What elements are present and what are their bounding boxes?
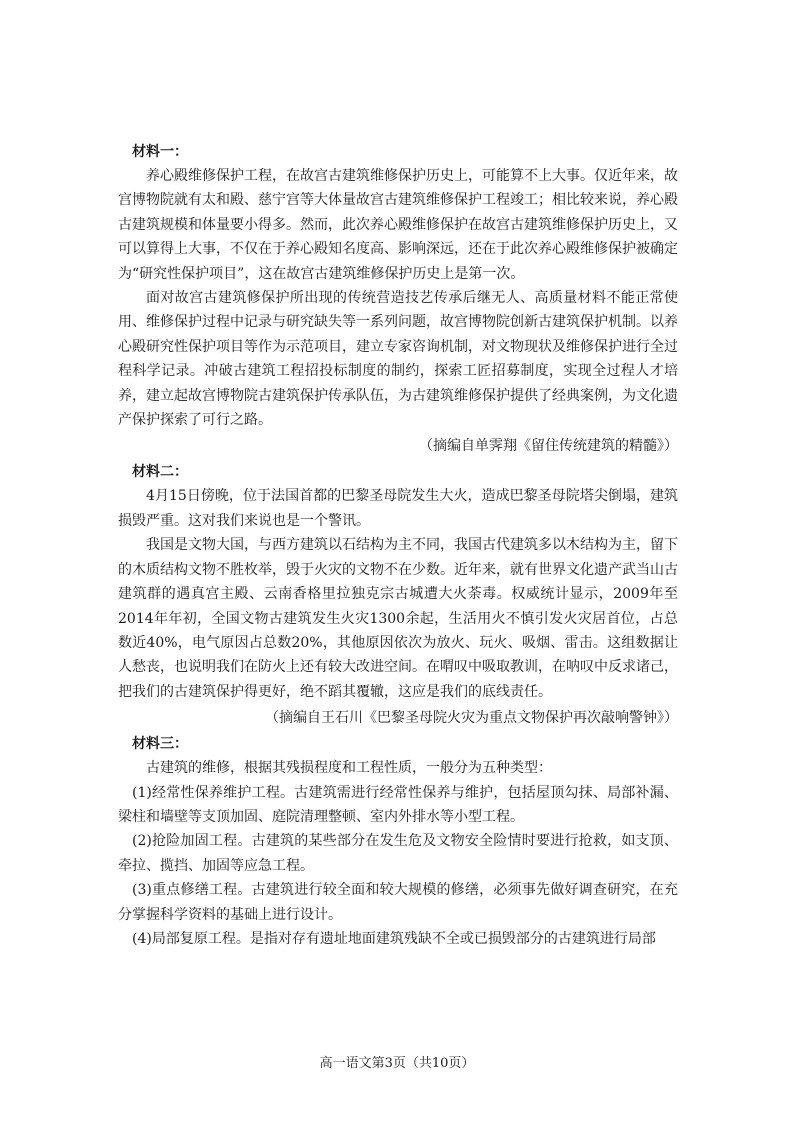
page-footer: 高一语文第3页（共10页） <box>319 1056 475 1071</box>
material3-heading: 材料三： <box>132 736 188 753</box>
material2-paragraph-1: 4月15日傍晚，位于法国首都的巴黎圣母院发生大火，造成巴黎圣母院塔尖倒塌，建筑损毁严重。这对我们来说也是一个警讯。 <box>118 488 678 529</box>
material1-source: （摘编自单霁翔《留住传统建筑的精髓》） <box>419 438 678 455</box>
document-body <box>118 140 678 951</box>
material2-source: （摘编自王石川《巴黎圣母院火灾为重点文物保护再次敲响警钟》） <box>265 710 678 727</box>
material3-intro: 古建筑的维修，根据其残损程度和工程性质，一般分为五种类型： <box>146 760 552 777</box>
material3-item-1: (1)经常性保养维护工程。古建筑需进行经常性保养与维护，包括屋顶勾抹、局部补漏、梁柱和墙壁等支顶加固、庭院清理整顿、室内外排水等小型工程。 <box>118 784 678 825</box>
material2-paragraph-2: 我国是文物大国，与西方建筑以石结构为主不同，我国古代建筑多以木结构为主，留下的木质结构文物不胜枚举，毁于火灾的文物不在少数。近年来，就有世界文化遗产武当山古建筑群的遇真宫主殿、云南香格里拉独克宗古城遭大火荼毒。权威统计显示，2009年至2014年年初，全国文物古建筑发生火灾1300余起，生活用火不慎引发火灾居首位，占总数近40%，电气原因占总数20%，其他原因依次为放火、玩火、吸烟、雷击。这组数据让人愁丧，也说明我们在防火上还有较大改进空间。在喟叹中吸取教训，在呐叹中反求诸己，把我们的古建筑保护得更好，绝不蹈其覆辙，这应是我们的底线责任。 <box>118 537 678 700</box>
material1-paragraph-1: 养心殿维修保护工程，在故宫古建筑维修保护历史上，可能算不上大事。仅近年来，故宫博物院就有太和殿、慈宁宫等大体量故宫古建筑维修保护工程竣工；相比较来说，养心殿古建筑规模和体量要小得多。然而，此次养心殿维修保护在故宫古建筑维修保护历史上，又可以算得上大事，不仅在于养心殿知名度高、影响深远，还在于此次养心殿维修保护被确定为“研究性保护项目”，这在故宫古建筑维修保护历史上是第一次。 <box>118 168 678 282</box>
material2-heading: 材料二： <box>132 464 188 481</box>
material1-paragraph-2: 面对故宫古建筑修保护所出现的传统营造技艺传承后继无人、高质量材料不能正常使用、维修保护过程中记录与研究缺失等一系列问题，故宫博物院创新古建筑保护机制。以养心殿研究性保护项目等作为示范项目，建立专家咨询机制，对文物现状及维修保护进行全过程科学记录。冲破古建筑工程招投标制度的制约，探索工匠招募制度，实现全过程人才培养，建立起故宫博物院古建筑保护传承队伍，为古建筑维修保护提供了经典案例，为文化遗产保护探索了可行之路。 <box>118 290 678 429</box>
material1-heading: 材料一： <box>132 144 188 160</box>
material3-item-4: (4)局部复原工程。是指对存有遗址地面建筑残缺不全或已损毁部分的古建筑进行局部 <box>132 930 656 947</box>
material3-item-3: (3)重点修缮工程。古建筑进行较全面和较大规模的修缮，必须事先做好调查研究，在充分掌握科学资料的基础上进行设计。 <box>118 882 678 923</box>
material3-item-2: (2)抢险加固工程。古建筑的某些部分在发生危及文物安全险情时要进行抢救，如支顶、牵拉、揽挡、加固等应急工程。 <box>118 833 678 874</box>
